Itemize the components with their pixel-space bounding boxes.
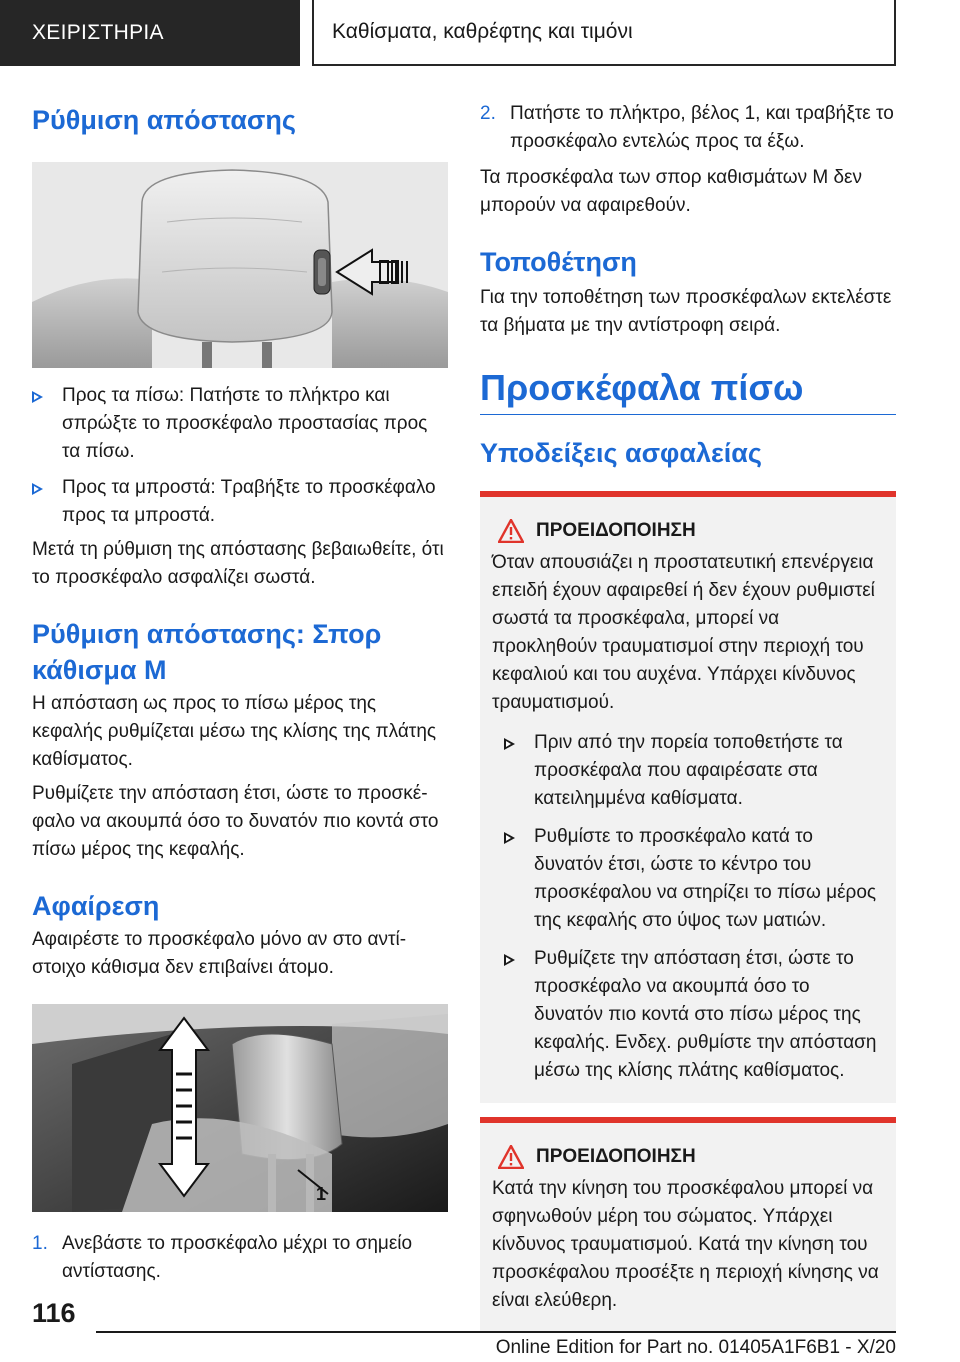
warning-box xyxy=(480,1117,896,1333)
install-paragraph: Για την τοποθέτηση των προσκέφαλων εκτελέστε τα βήματα με την αντίστροφη σειρά. xyxy=(480,287,892,336)
after-adjust-text: Μετά τη ρύθμιση της απόστασης βεβαιωθείτε, ότι το προσκέφαλο ασφαλίζει σωστά. xyxy=(32,539,444,588)
remove-paragraph: Αφαιρέστε το προσκέφαλο μόνο αν στο αντίστοιχο κάθισμα δεν επιβαίνει άτομο. xyxy=(32,929,407,978)
headrest-remove-illustration xyxy=(32,1004,448,1212)
step-number: 1. xyxy=(32,1233,48,1254)
warning-text: Όταν απουσιάζει η προστατευτική επενέργεια επειδή έχουν αφαιρεθεί ή δεν έχουν ρυθμιστεί σωστά τα προσκέφαλα, μπορεί να προκληθούν τραυματισμοί στην περιοχή του κεφαλιού και του αυχένα. Υπάρχει κίνδυνος τραυματισμού. xyxy=(492,552,875,713)
step-text: Ανεβάστε το προσκέφαλο μέχρι το σημείο αντίστασης. xyxy=(62,1233,413,1282)
heading-install: Τοποθέτηση xyxy=(480,247,637,277)
warning-bullets xyxy=(492,729,882,1085)
figure-callout-number: 1 xyxy=(316,1184,327,1204)
heading-sport-2: κάθισμα M xyxy=(32,655,167,685)
step-2 xyxy=(480,100,896,156)
list-item: Ρυθμίστε το προσκέφαλο κατά το δυνατόν έτσι, ώστε το κέντρο του προσκέφαλου να στηρίζει το πίσω μέρος της κεφαλής στο ύψος των ματιών. xyxy=(504,823,882,935)
warning-title: ΠΡΟΕΙΔΟΠΟΙΗΣΗ xyxy=(492,1145,882,1169)
step-1 xyxy=(32,1230,448,1286)
triangle-bullet-icon xyxy=(504,832,515,844)
triangle-bullet-icon xyxy=(504,954,515,966)
warning-triangle-icon xyxy=(498,519,524,543)
heading-distance: Ρύθμιση απόστασης xyxy=(32,105,296,135)
sport-paragraph-2: Ρυθμίζετε την απόσταση έτσι, ώστε το προσκέφαλο να ακουμπά όσο το δυνατόν πιο κοντά στο πίσω μέρος της κεφαλής. xyxy=(32,783,439,860)
list-item: Πριν από την πορεία τοποθετήστε τα προσκέφαλα που αφαιρέσατε στα κατειλημμένα καθίσματα. xyxy=(504,729,882,813)
step-text: Πατήστε το πλήκτρο, βέλος 1, και τραβήξτε το προσκέφαλο εντελώς προς τα έξω. xyxy=(510,103,894,152)
page-header xyxy=(0,0,960,66)
right-column xyxy=(480,100,896,1333)
heading-sport-1: Ρύθμιση απόστασης: Σπορ xyxy=(32,619,382,649)
heading-remove: Αφαίρεση xyxy=(32,891,160,921)
triangle-bullet-icon xyxy=(32,483,43,495)
headrest-button-figure xyxy=(32,162,448,368)
sport-paragraph-1: Η απόσταση ως προς το πίσω μέρος της κεφαλής ρυθμίζεται μέσω της κλίσης της πλάτης καθίσματος. xyxy=(32,693,437,770)
adjust-bullets xyxy=(32,382,448,530)
heading-safety: Υποδείξεις ασφαλείας xyxy=(480,438,762,468)
heading-underline xyxy=(480,414,896,415)
warning-triangle-icon xyxy=(498,1145,524,1169)
sport-note: Τα προσκέφαλα των σπορ καθισμάτων M δεν μπορούν να αφαιρεθούν. xyxy=(480,167,863,216)
left-column xyxy=(32,100,448,1286)
list-item: Προς τα μπροστά: Τραβήξτε το προσκέφαλο προς τα μπροστά. xyxy=(32,474,448,530)
edition-footer[interactable]: Online Edition for Part no. 01405A1F6B1 - X/20 xyxy=(495,1337,896,1358)
list-item: Ρυθμίζετε την απόσταση έτσι, ώστε το προσκέφαλο να ακουμπά όσο το δυνατόν πιο κοντά στο πίσω μέρος της κεφαλής. Ενδεχ. ρυθμίστε την απόσταση μέσω της κλίσης πλάτης καθίσματος. xyxy=(504,945,882,1085)
page-number: 116 xyxy=(32,1298,76,1328)
footer-rule xyxy=(96,1331,896,1333)
heading-rear-headrests: Προσκέφαλα πίσω xyxy=(480,367,804,408)
section-tab[interactable]: ΧΕΙΡΙΣΤΗΡΙΑ xyxy=(0,0,300,66)
headrest-button-illustration xyxy=(32,162,448,368)
warning-text: Κατά την κίνηση του προσκέφαλου μπορεί να σφηνωθούν μέρη του σώματος. Υπάρχει κίνδυνος τραυματισμού. Κατά την κίνηση του προσκέφαλου προσέξτε η περιοχή κίνησης να είναι ελεύθερη. xyxy=(492,1178,879,1311)
warning-box xyxy=(480,491,896,1103)
list-item: Προς τα πίσω: Πατήστε το πλήκτρο και σπρώξτε το προσκέφαλο προστασίας προς τα πίσω. xyxy=(32,382,448,466)
chapter-tab[interactable]: Καθίσματα, καθρέφτης και τιμόνι xyxy=(312,0,896,66)
warning-title: ΠΡΟΕΙΔΟΠΟΙΗΣΗ xyxy=(492,519,882,543)
triangle-bullet-icon xyxy=(32,391,43,403)
triangle-bullet-icon xyxy=(504,738,515,750)
step-number: 2. xyxy=(480,103,496,124)
headrest-remove-figure xyxy=(32,1004,448,1212)
